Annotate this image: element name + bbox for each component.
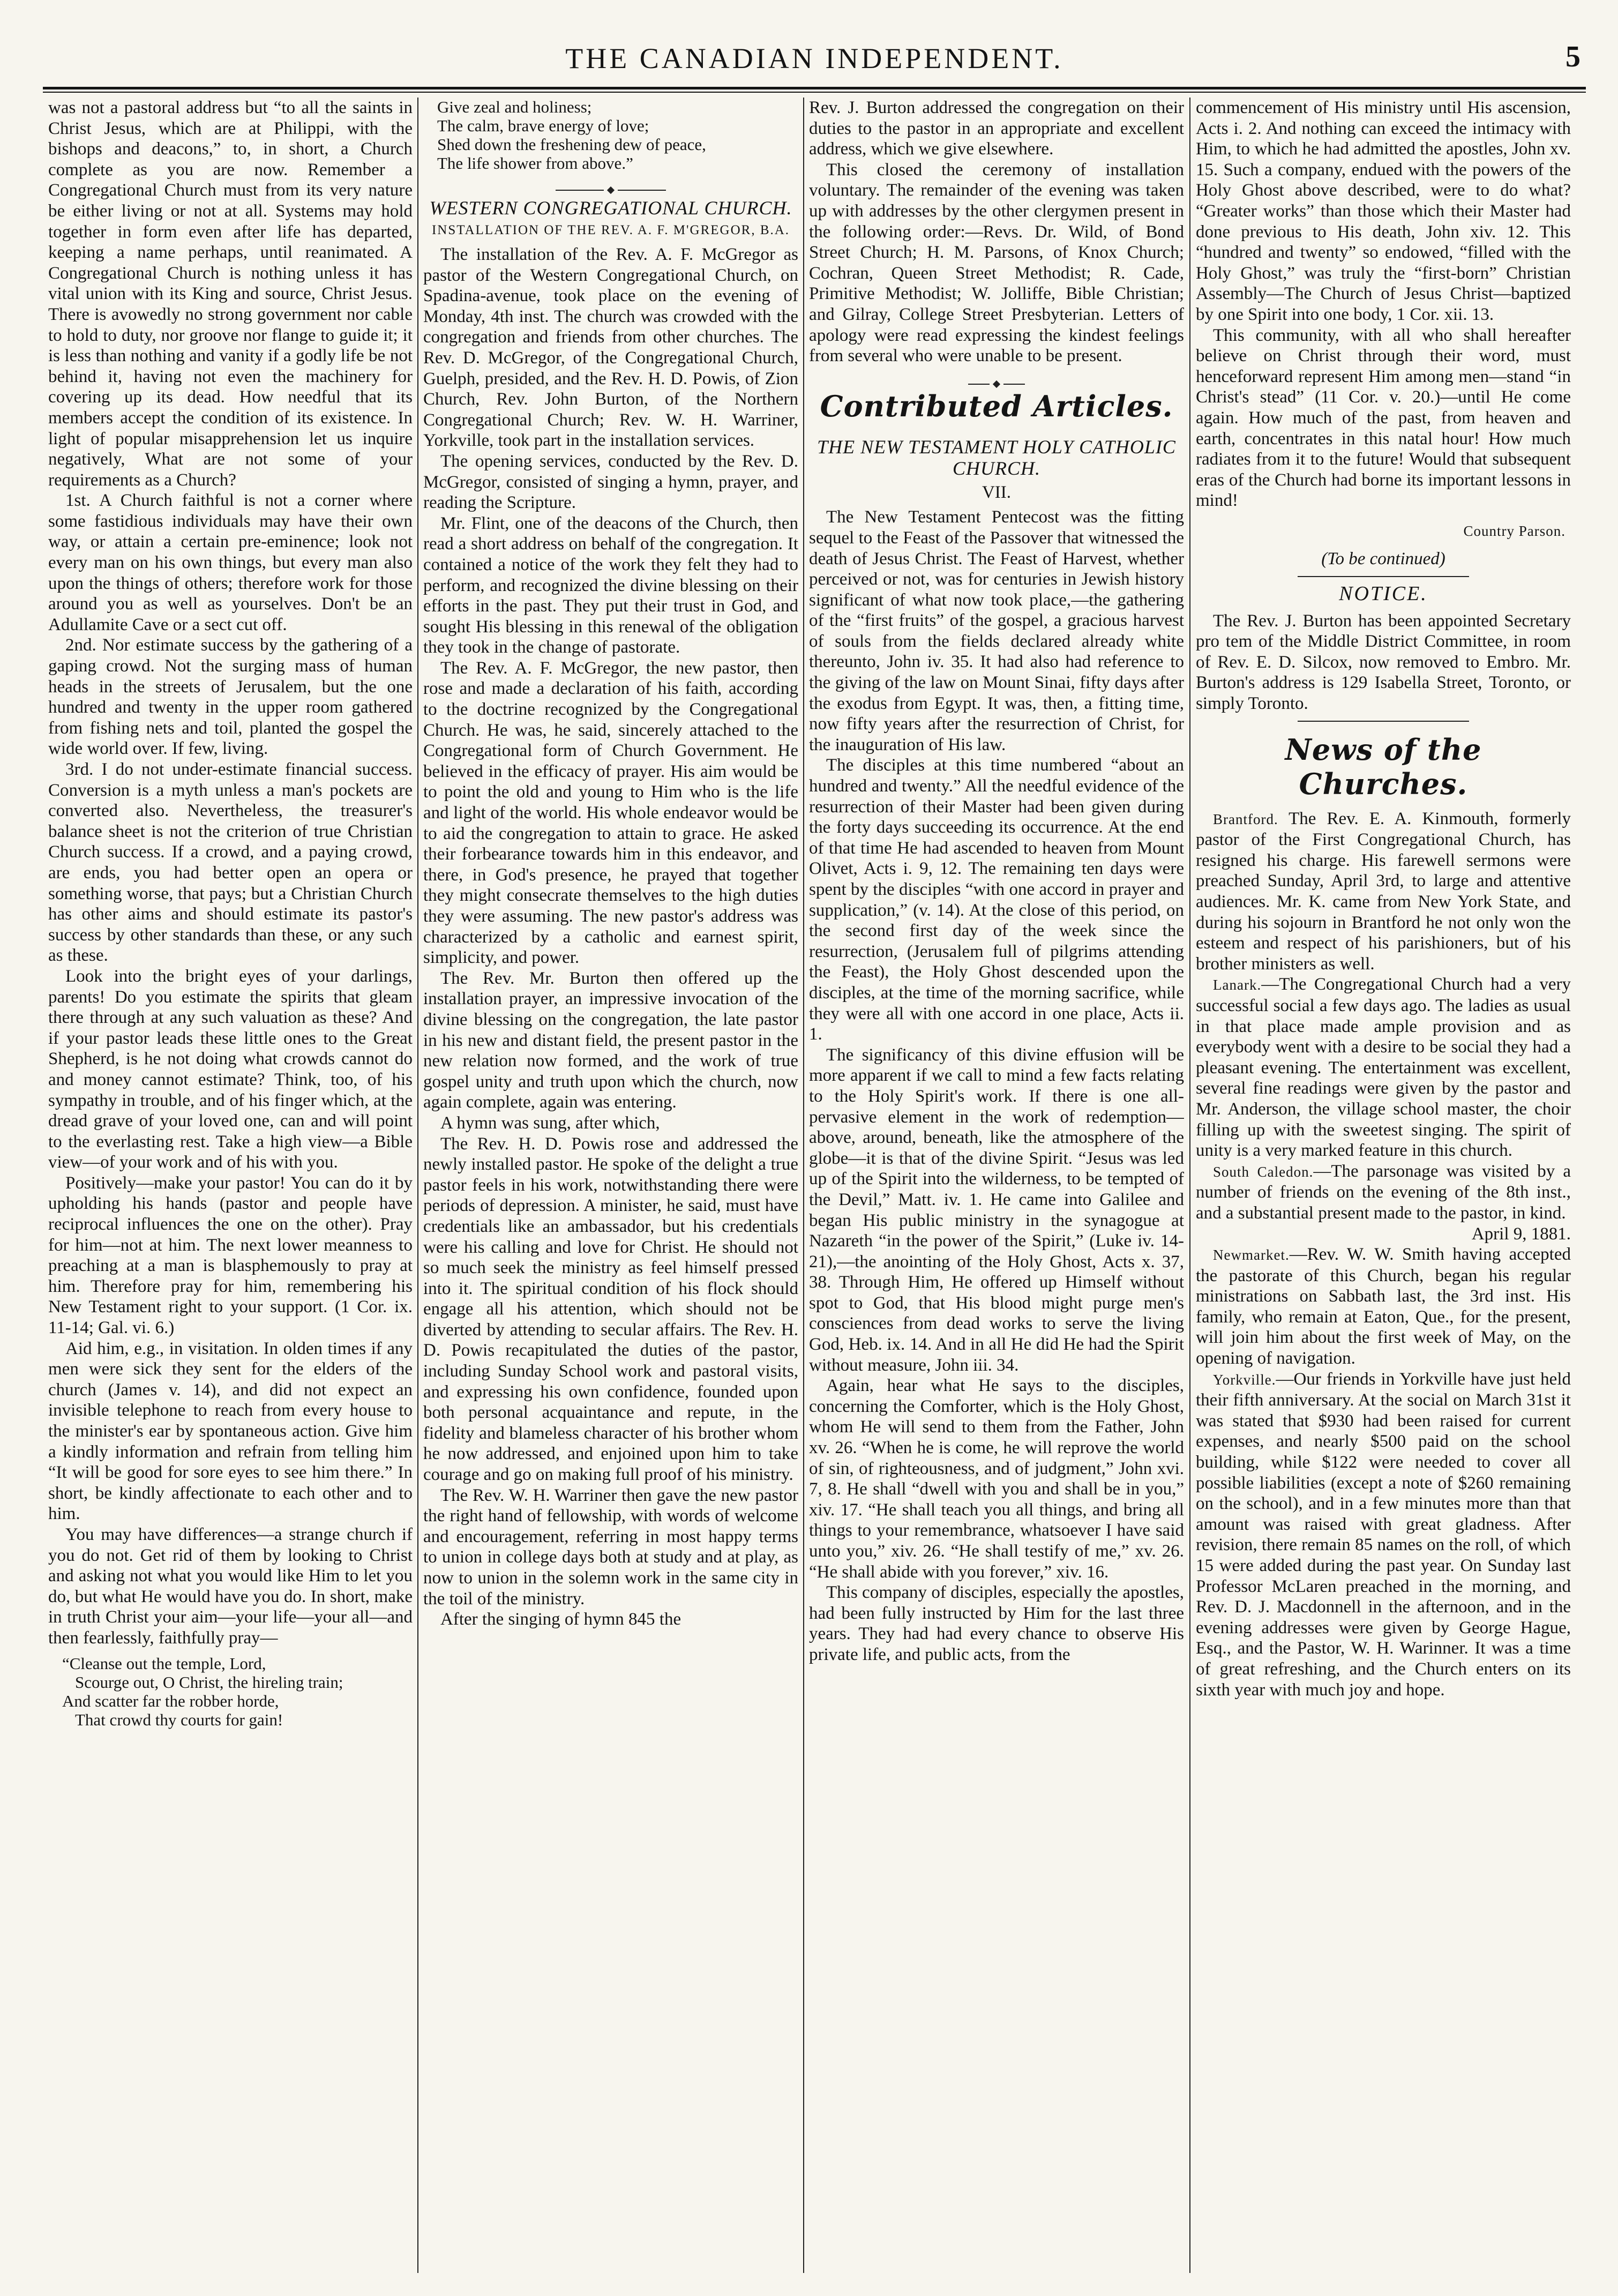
paragraph: The New Testament Pentecost was the fitting sequel to the Feast of the Passover that witnessed the death of Jesus Christ. The Feast of Harvest, whether perceived or not, was for centuries in Jewish history significant of what now took place,—the gathering of the “first fruits” of the gospel, a gracious harvest of souls from the fields declared already white thereunto, John iv. 35. It had also had reference to the giving of the law on Mount Sinai, fifty days after the exodus from Egypt. It was, then, a fitting time, now fifty years after the resurrection of Christ, for the inauguration of His law. (809, 507, 1184, 754)
news-item (1196, 974, 1571, 1161)
news-text: —Our friends in Yorkville have just held their fifth anniversary. At the social on March 31st it was stated that $930 had been raised for current expenses, and nearly $500 paid on the school building, while $122 were needed to cover all possible liabilities (except a note of $260 remaining on the school), and in a few minutes more than that amount was raised with great gladness. After revision, there remain 85 names on the roll, of which 15 were added during the past year. On Sunday last Professor McLaren preached in the morning, and Rev. D. J. Macdonnell in the afternoon, and in the evening addresses were given by George Hague, Esq., and the Pastor, W. H. Warinner. It was a time of great refreshing, and the Church enters on its sixth year with much joy and hope. (1196, 1369, 1571, 1700)
paragraph: This community, with all who shall hereafter believe on Christ through their word, must henceforward represent Him among men—stand “in Christ's stead” (11 Cor. v. 20.)—until He come again. How much of the past, from heaven and earth, concentrates in this natal hour! How much radiates from it to the future! Would that subsequent eras of the Church had borne its important lessons in mind! (1196, 325, 1571, 511)
column-3 (809, 98, 1184, 2273)
poem-line: Scourge out, O Christ, the hireling train; (75, 1672, 343, 1692)
column-4 (1196, 98, 1571, 2273)
news-text: The Rev. E. A. Kinmouth, formerly pastor of the First Congregational Church, has resigned his charge. His farewell sermons were preached Sunday, April 3rd, to large and attentive audiences. Mr. K. came from New York State, and during his sojourn in Brantford he not only won the esteem and respect of his parishioners, but of his brother ministers as well. (1196, 809, 1571, 974)
column-2 (423, 98, 798, 2273)
news-item (1196, 1369, 1571, 1701)
paragraph: Look into the bright eyes of your darlings, parents! Do you estimate the spirits that gleam there through at any such valuation as these? And if your pastor leads these little ones to the Great Shepherd, is he not doing what crowds cannot do and money cannot estimate? Think, too, of his sympathy in trouble, and of his finger which, at the dread grave of your loved one, can and will point to the everlasting rest. Take a high view—a Bible view—of your work and of his with you. (48, 966, 413, 1172)
paragraph: This company of disciples, especially the apostles, had been fully instructed by Him for the last three years. They had had every chance to observe His private life, and public acts, from the (809, 1583, 1184, 1664)
divider-rule (1298, 576, 1469, 577)
paragraph: The Rev. A. F. McGregor, the new pastor, then rose and made a declaration of his faith, according to the doctrine recognized by the Congregational Church. He was, he said, sincerely attached to the Congregational form of Church Government. He believed in the efficacy of prayer. His aim would be to point the old and young to Him who is the life and light of the world. His whole endeavor would be to aid the congregation to attain to grace. He asked their forbearance towards him in this endeavor, and there, in God's presence, he prayed that together they might consecrate themselves to the high duties they were assuming. The new pastor's address was characterized by a catholic and earnest spirit, simplicity, and power. (423, 658, 798, 968)
header-rule (43, 87, 1586, 89)
paragraph: The significancy of this divine effusion will be more apparent if we call to mind a few facts relating to the Holy Spirit's work. If there is one all-pervasive element in the work of redemption—above, around, beneath, like the atmosphere of the globe—it is that of the divine Spirit. “Jesus was led up of the Spirit into the wilderness, to be tempted of the Devil,” Matt. iv. 1. He came into Galilee and began His public ministry in the synagogue at Nazareth “in the power of the Spirit,” (Luke iv. 14-21),—the anointing of the Holy Ghost, Acts x. 37, 38. Through Him, He offered up Himself without spot to God, that His blood might purge men's consciences from dead works to serve the living God, Heb. ix. 14. And in all He did He had the Spirit without measure, John iii. 34. (809, 1045, 1184, 1375)
paragraph: 1st. A Church faithful is not a corner where some fastidious individuals may have their own way, or attain a certain pre-eminence; look not every man on his own things, but every man also upon the things of others; therefore work for those around you as well as yourselves. Don't be an Adullamite Cave or a sect cut off. (48, 491, 413, 634)
news-item (1196, 1244, 1571, 1369)
paragraph: The installation of the Rev. A. F. McGregor as pastor of the Western Congregational Church, on Spadina-avenue, took place on the evening of Monday, 4th inst. The church was crowded with the congregation and friends from other churches. The Rev. D. McGregor, of the Congregational Church, Guelph, presided, and the Rev. H. D. Powis, of Zion Church, Rev. John Burton, of the Northern Congregational Church; Rev. W. H. Warriner, Yorkville, took part in the installation services. (423, 245, 798, 451)
article-subheading: INSTALLATION OF THE REV. A. F. M'GREGOR, B.A. (431, 223, 790, 237)
poem-line: “Cleanse out the temple, Lord, (62, 1654, 266, 1673)
header-rule-thin (43, 92, 1586, 93)
news-place: Lanark. (1213, 977, 1262, 993)
news-place: Yorkville. (1213, 1371, 1276, 1388)
news-text: —The Congregational Church had a very successful social a few days ago. The ladies as usual in that place made ample provision and as everybody went with a desire to be social they had a pleasant evening. The entertainment was excellent, several fine readings were given by the pastor and Mr. Anderson, the village school master, the choir filling up with the sweetest singing. The spirit of unity is a very marked feature in this church. (1196, 975, 1571, 1161)
section-heading-news: News of the Churches. (1285, 732, 1482, 801)
news-place: Brantford. (1213, 811, 1278, 827)
paragraph: The disciples at this time numbered “about an hundred and twenty.” All the needful evidence of the resurrection of their Master had been given during the forty days succeeding its occurrence. At the end of that time He had ascended to heaven from Mount Olivet, Acts i. 9, 12. The remaining ten days were spent by the disciples “with one accord in prayer and supplication,” (v. 14). At the close of this period, on the second first day of the week since the resurrection, (Jerusalem full of pilgrims attending the Feast), the Holy Ghost descended upon the disciples, at the time of the morning sacrifice, while they were all with one accord in one place, Acts ii. 1. (809, 756, 1184, 1044)
news-item (1196, 1161, 1571, 1224)
article-heading: WESTERN CONGREGATIONAL CHURCH. (429, 197, 792, 219)
paragraph: Rev. J. Burton addressed the congregation on their duties to the pastor in an appropriate and excellent address, which we give elsewhere. (809, 98, 1184, 159)
divider-rule (1298, 721, 1469, 722)
news-item (1196, 809, 1571, 975)
paragraph: Mr. Flint, one of the deacons of the Church, then read a short address on behalf of the congregation. It contained a notice of the work they felt they had to perform, and recognized the divine blessing on their efforts in the past. They put their trust in God, and sought His blessing in this renewal of the obligation they took in the change of pastorate. (423, 513, 798, 657)
news-text: —The parsonage was visited by a number of friends on the evening of the 8th inst., and a substantial present made to the pastor, in kind. (1196, 1161, 1571, 1223)
news-text: —Rev. W. W. Smith having accepted the pastorate of this Church, began his regular ministrations on Sabbath last, the 3rd inst. His family, who remain at Eaton, Que., for the present, will join him about the first week of May, on the opening of navigation. (1196, 1245, 1571, 1368)
news-place: South Caledon. (1213, 1163, 1314, 1180)
paragraph: The Rev. W. H. Warriner then gave the new pastor the right hand of fellowship, with words of welcome and encouragement, referring in most happy terms to union in college days both at study and at play, as now to union in the solemn work in the same city in the toil of the ministry. (423, 1485, 798, 1609)
paragraph: Again, hear what He says to the disciples, concerning the Comforter, which is the Holy Ghost, whom He will send to them from the Father, John xv. 26. “When he is come, he will reprove the world of sin, of righteousness, and of judgment,” John xvi. 7, 8. He shall “dwell with you and shall be in you,” xiv. 17. “He shall teach you all things, and bring all things to your remembrance, whatsoever I have said unto you,” xiv. 26. “He shall testify of me,” xv. 26. “He shall abide with you forever,” xiv. 16. (809, 1376, 1184, 1582)
page-number: 5 (1565, 40, 1580, 73)
paragraph: 3rd. I do not under-estimate financial success. Conversion is a myth unless a man's pockets are converted also. Nevertheless, the treasurer's balance sheet is not the criterion of true Christian Church success. If a crowd, and a paying crowd, are ends, you had better open an opera or something worse, that pays; but a Christian Church has other aims and should estimate its pastor's success by other standards than these, or any such as these. (48, 760, 413, 966)
column-divider (803, 98, 804, 2273)
poem-line: Shed down the freshening dew of peace, (437, 135, 706, 154)
paragraph: This closed the ceremony of installation voluntary. The remainder of the evening was taken up with addresses by the other clergymen present in the following order:—Revs. Dr. Wild, of Bond Street Church; H. M. Parsons, of Knox Church; Cochran, Queen Street Methodist; R. Cade, Primitive Methodist; W. Jolliffe, Bible Christian; and Gilray, College Street Presbyterian. Letters of apology were read expressing the kindest feelings from several who were unable to be present. (809, 160, 1184, 366)
paragraph: 2nd. Nor estimate success by the gathering of a gaping crowd. Not the surging mass of human heads in the streets of Jerusalem, but the one hundred and twenty in the upper room gathered from fishing nets and toil, planted the gospel the wide world over. If few, living. (48, 635, 413, 759)
column-1 (48, 98, 413, 2273)
newspaper-title: THE CANADIAN INDEPENDENT. (565, 42, 1063, 74)
poem-line: And scatter far the robber horde, (62, 1691, 279, 1710)
column-divider (1189, 98, 1190, 2273)
notice-heading: NOTICE. (1339, 582, 1428, 605)
section-heading-contributed: Contributed Articles. (820, 388, 1173, 423)
article-heading: THE NEW TESTAMENT HOLY CATHOLIC CHURCH. (817, 436, 1176, 479)
news-place: Newmarket. (1213, 1247, 1290, 1263)
masthead (43, 38, 1586, 80)
poem-line: That crowd thy courts for gain! (75, 1710, 283, 1729)
paragraph: was not a pastoral address but “to all the saints in Christ Jesus, which are at Philippi, with the bishops and deacons,” to, in short, a Church complete as you are now. Remember a Congregational Church must from its very nature be either living or not at all. Systems may hold together in form even after life has departed, keeping a name perhaps, until reanimated. A Congregational Church is nothing unless it has vital union with its King and source, Christ Jesus. There is avowedly no strong government nor cable to hold to duty, nor groove nor flange to guide it; it is less than nothing and vanity if a godly life be not behind it, having not even the machinery for covering up its dead. How needful that its members accept the condition of its existence. In light of popular misapprehension let us inquire negatively, What are not some of your requirements as a Church? (48, 98, 413, 490)
notice-paragraph: The Rev. J. Burton has been appointed Secretary pro tem of the Middle District Committee, in room of Rev. E. D. Silcox, now removed to Embro. Mr. Burton's address is 129 Isabella Street, Toronto, or simply Toronto. (1196, 611, 1571, 714)
ornament-divider (423, 179, 798, 184)
paragraph: You may have differences—a strange church if you do not. Get rid of them by looking to Christ and asking not what you would like Him to let you do, but what He would have you do. In short, make in truth Christ your aim—your life—your all—and then fearlessly, faithfully pray— (48, 1524, 413, 1648)
paragraph: Aid him, e.g., in visitation. In olden times if any men were sick they sent for the elders of the church (James v. 14), and did not expect an invisible telephone to reach from every house to the minister's ear by spontaneous action. Give him a kindly information and refrain from telling him “It will be good for sore eyes to see him there.” In short, be kindly affectionate to each other and to him. (48, 1338, 413, 1524)
news-date: April 9, 1881. (1471, 1224, 1571, 1244)
paragraph: The Rev. Mr. Burton then offered up the installation prayer, an impressive invocation of the divine blessing on the congregation, the late pastor in his new and distant field, the present pastor in the new relation now formed, and the work of true gospel unity and truth upon which the church, now again complete, again was entering. (423, 968, 798, 1112)
poem-line: The calm, brave energy of love; (437, 116, 649, 135)
paragraph: A hymn was sung, after which, (440, 1113, 660, 1133)
paragraph: The opening services, conducted by the Rev. D. McGregor, consisted of singing a hymn, prayer, and reading the Scripture. (423, 451, 798, 513)
poem-line: Give zeal and holiness; (437, 98, 592, 116)
poem-verse (62, 1654, 413, 1729)
column-divider (417, 98, 418, 2273)
paragraph: Positively—make your pastor! You can do it by upholding his hands (pastor and people have reciprocal influences the one on the other). Pray for him—not at him. The next lower meanness to preaching at a man is blasphemously to pray at him. Therefore pray for him, remembering his New Testament right to your support. (1 Cor. ix. 11-14; Gal. vi. 6.) (48, 1173, 413, 1338)
paragraph: The Rev. H. D. Powis rose and addressed the newly installed pastor. He spoke of the delight a true pastor feels in his work, notwithstanding there were periods of depression. A minister, he said, must have credentials like an ambassador, but his credentials were his calling and love for Christ. He should not so much seek the ministry as feel himself pressed into it. The spiritual condition of his flock should engage all his attention, which should not be diverted by attending to secular affairs. The Rev. H. D. Powis recapitulated the duties of the pastor, including Sunday School work and pastoral visits, and expressing his own confidence, founded upon both personal acquaintance and repute, in the fidelity and blameless character of his brother whom he now addressed, and enjoined upon him to take courage and go on making full proof of his ministry. (423, 1134, 798, 1485)
article-part-number: VII. (982, 482, 1012, 502)
paragraph: commencement of His ministry until His ascension, Acts i. 2. And nothing can exceed the intimacy with Him, to which he had admitted the apostles, John xv. 15. Such a company, endued with the powers of the Holy Ghost above described, were to do what? “Greater works” than those which their Master had done previous to His death, John xiv. 12. This “hundred and twenty” so endowed, “filled with the Holy Ghost,” was truly the “first-born” Christian Assembly—The Church of Jesus Christ—baptized by one Spirit into one body, 1 Cor. xii. 13. (1196, 98, 1571, 324)
paragraph: After the singing of hymn 845 the (440, 1610, 681, 1629)
poem-line: The life shower from above.” (437, 154, 633, 173)
ornament-divider (809, 373, 1184, 378)
author-signature: Country Parson. (1463, 522, 1565, 539)
continued-note: (To be continued) (1321, 549, 1445, 569)
poem-verse (437, 98, 798, 173)
